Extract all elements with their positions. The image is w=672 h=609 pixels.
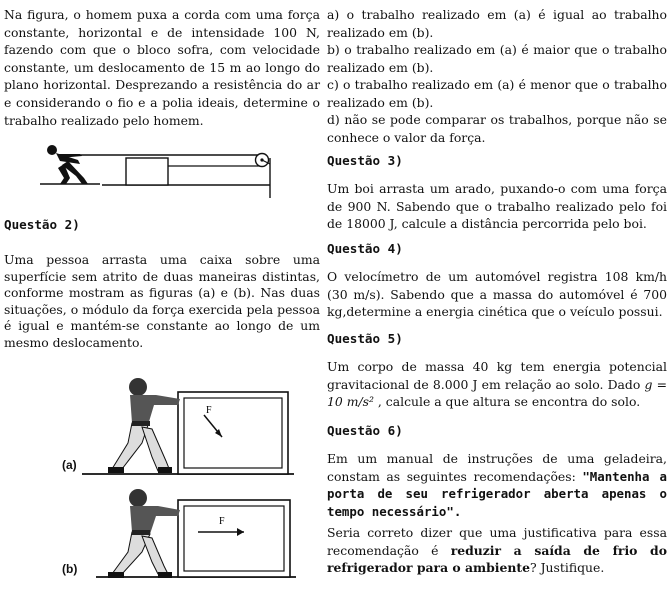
q6-text2-bold: reduzir a saída de frio do refrigerador para o ambiente: [327, 542, 667, 576]
q3-text: Um boi arrasta um arado, puxando-o com uma força de 900 N. Sabendo que o trabalho realizado pelo foi de 18000 J, calcule a distância percorrida pelo boi.: [327, 181, 667, 232]
person-pushing-icon: [108, 489, 180, 578]
option-b: b) o trabalho realizado em (a) é maior que o trabalho realizado em (b).: [327, 42, 667, 75]
fig-a-label: (a): [62, 458, 77, 472]
fig-b: [96, 486, 296, 580]
person-pushing-icon: [108, 378, 180, 473]
pulley-figure: [40, 138, 322, 200]
fig-a: [82, 365, 294, 477]
q5-text-after: , calcule a que altura se encontra do solo.: [373, 394, 641, 410]
q5-text: [327, 358, 667, 411]
force-label-b: F: [219, 516, 225, 527]
q4-text: O velocímetro de um automóvel registra 108 km/h (30 m/s). Sabendo que a massa do automóvel é 700 kg,determine a energia cinética que o veículo possui.: [327, 269, 667, 320]
q5-title: Questão 5): [327, 331, 403, 346]
q6-quote: "Mantenha a porta de seu refrigerador aberta apenas o tempo necessário".: [327, 468, 667, 519]
q6-text: [327, 450, 667, 520]
q6-text-before: Em um manual de instruções de uma geladeira, constam as seguintes recomendações:: [327, 451, 667, 484]
q6-justification: [327, 524, 667, 577]
q3-title: Questão 3): [327, 153, 403, 168]
man-pulling-icon: [47, 145, 88, 184]
pulley-icon: [256, 154, 271, 167]
q5-g-value: g = 10 m/s²: [327, 376, 667, 410]
option-a: a) o trabalho realizado em (a) é igual ao trabalho realizado em (b).: [327, 7, 667, 40]
q5-text-before: Um corpo de massa 40 kg tem energia potencial gravitacional de 8.000 J em relação ao solo. Dado: [327, 359, 667, 392]
fig-b-label: (b): [62, 562, 78, 576]
option-d: d) não se pode comparar os trabalhos, porque não se conhece o valor da força.: [327, 112, 667, 145]
force-label-a: F: [206, 405, 212, 416]
q4-title: Questão 4): [327, 241, 403, 256]
option-c: c) o trabalho realizado em (a) é menor que o trabalho realizado em (b).: [327, 77, 667, 110]
q6-text2-after: ? Justifique.: [530, 560, 605, 576]
q2-title: Questão 2): [4, 217, 80, 232]
q2-text: Uma pessoa arrasta uma caixa sobre uma superfície sem atrito de duas maneiras distintas, conforme mostram as figuras (a) e (b). Nas duas situações, o módulo da força exercida pela pessoa é igual e mantém-se constante ao longo de um mesmo deslocamento.: [4, 252, 320, 350]
q6-text2-before: Seria correto dizer que uma justificativa para essa recomendação é: [327, 525, 667, 558]
q6-title: Questão 6): [327, 423, 403, 438]
intro-paragraph: Na figura, o homem puxa a corda com uma força constante, horizontal e de intensidade 100 N, fazendo com que o bloco sofra, com velocidade constante, um deslocamento de 15 m ao longo do plano horizontal. Desprezando a resistência do ar e considerando o fio e a polia ideais, determine o trabalho realizado pelo homem.: [4, 7, 320, 128]
